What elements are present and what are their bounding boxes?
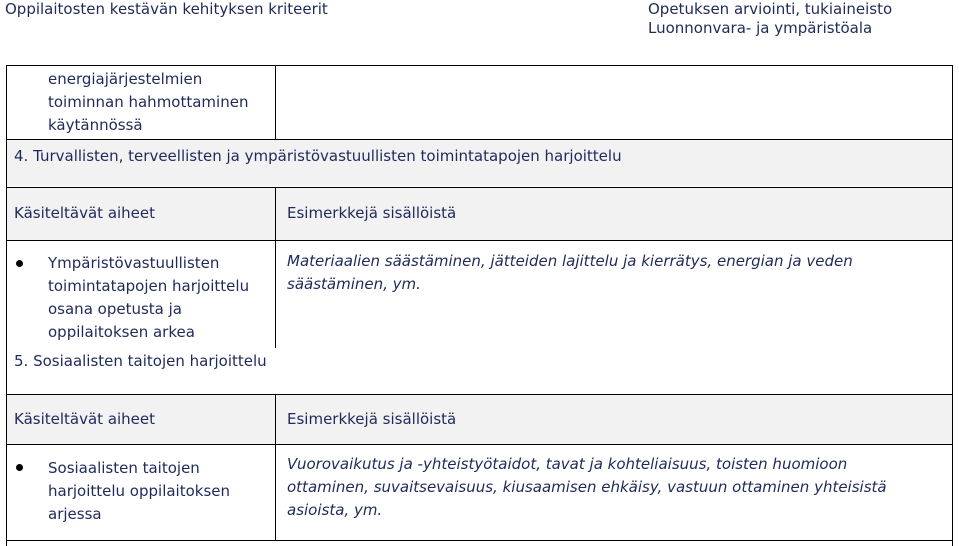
section-5-title: 5. Sosiaalisten taitojen harjoittelu <box>14 352 267 370</box>
header-subtitle-line-1: Opetuksen arviointi, tukiaineisto <box>648 0 893 18</box>
row-divider <box>6 139 953 140</box>
column-divider <box>275 188 276 348</box>
section-4-topic <box>48 252 249 344</box>
carryover-topic <box>48 68 248 137</box>
row-divider <box>6 444 953 445</box>
column-divider <box>275 66 276 139</box>
example-line: säästäminen, ym. <box>287 275 421 293</box>
example-line: Materiaalien säästäminen, jätteiden lajittelu ja kierrätys, energian ja veden <box>287 252 853 270</box>
topic-line: arjessa <box>48 505 102 523</box>
row-divider <box>6 187 953 188</box>
section-5-examples-header: Esimerkkejä sisällöistä <box>287 410 457 428</box>
topic-line: oppilaitoksen arkea <box>48 323 195 341</box>
topic-line: Ympäristövastuullisten <box>48 254 220 272</box>
topic-line: osana opetusta ja <box>48 300 182 318</box>
section-5-examples <box>287 453 887 522</box>
example-line: ottaminen, suvaitsevaisuus, kiusaamisen ehkäisy, vastuun ottaminen yhteisistä <box>287 478 887 496</box>
example-line: asioista, ym. <box>287 501 383 519</box>
section-4-topics-header: Käsiteltävät aiheet <box>14 204 156 222</box>
document-header-subtitle <box>648 0 892 38</box>
row-divider <box>6 394 953 395</box>
section-5-topic <box>48 457 230 526</box>
row-divider <box>6 240 953 241</box>
bullet-icon <box>16 260 23 267</box>
topic-line: Sosiaalisten taitojen <box>48 459 200 477</box>
example-line: Vuorovaikutus ja -yhteistyötaidot, tavat ja kohteliaisuus, toisten huomioon <box>287 455 848 473</box>
header-subtitle-line-2: Luonnonvara- ja ympäristöala <box>648 19 873 37</box>
carryover-line: käytännössä <box>48 116 143 134</box>
section-4-title: 4. Turvallisten, terveellisten ja ympäristövastuullisten toimintatapojen harjoittelu <box>14 147 622 165</box>
carryover-line: energiajärjestelmien <box>48 70 203 88</box>
column-divider <box>275 395 276 540</box>
carryover-line: toiminnan hahmottaminen <box>48 93 249 111</box>
bullet-icon <box>16 464 23 471</box>
section-4-examples-header: Esimerkkejä sisällöistä <box>287 204 457 222</box>
topic-line: harjoittelu oppilaitoksen <box>48 482 231 500</box>
topic-line: toimintatapojen harjoittelu <box>48 277 250 295</box>
section-4-examples <box>287 250 853 296</box>
row-divider <box>6 540 953 541</box>
document-header-title: Oppilaitosten kestävän kehityksen kriteerit <box>5 0 328 18</box>
section-5-topics-header: Käsiteltävät aiheet <box>14 410 156 428</box>
